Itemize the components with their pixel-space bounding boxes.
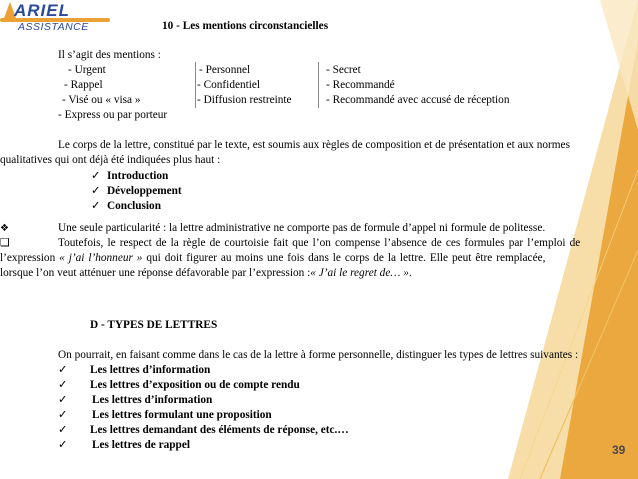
type-label: Les lettres d’information: [90, 364, 211, 376]
note-toutefois-line-2: [0, 251, 545, 265]
column-divider: [195, 62, 196, 108]
logo-name: ARIEL: [14, 1, 70, 20]
logo-subtitle: ASSISTANCE: [18, 21, 89, 33]
note-text: l’expression: [0, 252, 60, 264]
corps-line-2: qualitatives qui ont déjà été indiquées plus haut :: [0, 154, 221, 166]
quote-jai-lhonneur: « j’ai l’honneur »: [59, 252, 143, 264]
square-bullet-icon: ❑: [0, 236, 10, 249]
type-label: Les lettres d’information: [92, 394, 213, 406]
ariel-assistance-logo: [0, 0, 112, 40]
mention-item: - Diffusion restreinte: [197, 94, 292, 106]
types-intro: On pourrait, en faisant comme dans le cas de la lettre à forme personnelle, distinguer les types de lettres suivantes :: [58, 349, 579, 361]
note-toutefois-line-1: [0, 236, 580, 250]
diamond-bullet-icon: ❖: [0, 223, 9, 234]
type-item: [58, 438, 190, 452]
type-item: [58, 423, 349, 437]
mention-item: - Express ou par porteur: [58, 109, 168, 121]
check-icon: ✓: [58, 393, 68, 406]
type-label: Les lettres de rappel: [92, 439, 190, 451]
corps-line-1: Le corps de la lettre, constitué par le texte, est soumis aux règles de composition et de présentation et aux normes: [58, 139, 570, 151]
type-item: [58, 408, 272, 422]
column-divider: [318, 62, 319, 108]
checklist-item: [91, 184, 182, 198]
note-particularite: [0, 221, 545, 236]
checklist-item: [91, 199, 161, 213]
mention-item: - Visé ou « visa »: [62, 94, 141, 106]
note-text: lorsque l’on veut atténuer une réponse défavorable par l’expression :: [0, 267, 311, 279]
checklist-label: Introduction: [107, 170, 169, 182]
mentions-intro: Il s’agit des mentions :: [58, 49, 161, 61]
mention-item: - Rappel: [64, 79, 103, 91]
check-icon: ✓: [91, 199, 101, 212]
type-label: Les lettres d’exposition ou de compte rendu: [90, 379, 300, 391]
note-text: Une seule particularité : la lettre administrative ne comporte pas de formule d’appel ni formule de politesse.: [58, 222, 546, 234]
mention-item: - Secret: [326, 64, 361, 76]
mention-item: - Urgent: [68, 64, 106, 76]
section-title: D - TYPES DE LETTRES: [90, 319, 218, 331]
mention-item: - Personnel: [199, 64, 251, 76]
type-item: [58, 393, 212, 407]
mention-item: - Recommandé: [326, 79, 395, 91]
check-icon: ✓: [58, 438, 68, 451]
check-icon: ✓: [58, 363, 68, 376]
mention-item: - Recommandé avec accusé de réception: [326, 94, 510, 106]
note-toutefois-line-3: [0, 266, 412, 280]
type-label: Les lettres demandant des éléments de réponse, etc.…: [90, 424, 349, 436]
checklist-label: Développement: [107, 185, 182, 197]
page-title: 10 - Les mentions circonstancielles: [162, 20, 329, 32]
checklist-item: [91, 169, 168, 183]
quote-jai-le-regret: « J’ai le regret de… »: [310, 267, 409, 279]
page-number: 39: [612, 443, 626, 457]
type-item: [58, 378, 300, 392]
checklist-label: Conclusion: [107, 200, 161, 212]
mention-item: - Confidentiel: [197, 79, 261, 91]
note-text: .: [408, 267, 412, 279]
check-icon: ✓: [91, 169, 101, 182]
note-text: qui doit figurer au moins une fois dans le corps de la lettre. Elle peut être remplacée,: [142, 252, 546, 264]
check-icon: ✓: [58, 408, 68, 421]
check-icon: ✓: [58, 423, 68, 436]
note-text: Toutefois, le respect de la règle de courtoisie fait que l’on compense l’absence de ces formules par l’emploi de: [58, 237, 581, 249]
check-icon: ✓: [58, 378, 68, 391]
type-label: Les lettres formulant une proposition: [92, 409, 272, 421]
type-item: [58, 363, 210, 377]
check-icon: ✓: [91, 184, 101, 197]
